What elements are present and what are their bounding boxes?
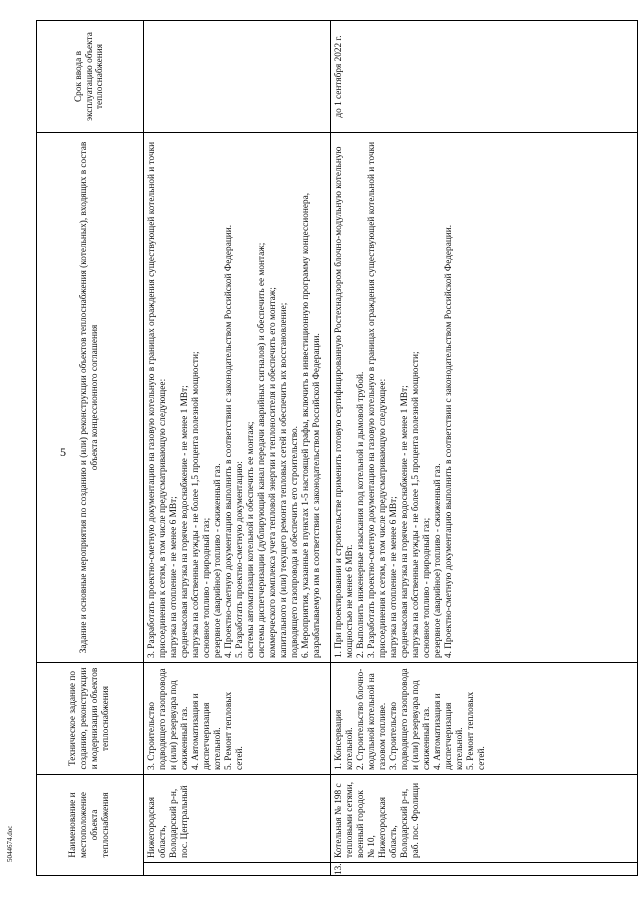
task-line: 1. При проектировании и строительстве применить готовую сертифицированную Ростехнадзором блочно-модульную котельную мощностью не менее 6 МВт. — [334, 146, 355, 658]
tech-line: 2. Строительство блочно-модульной котельной на газовом топливе. — [355, 668, 388, 770]
row-number: 13. — [331, 863, 638, 876]
concession-table — [36, 20, 638, 876]
task-line: системы диспетчеризации (дублирующий канал передачи аварийных сигналов) и обеспечить ее монтаж; — [256, 242, 267, 658]
table-row — [331, 21, 638, 876]
task-line: резервное (аварийное) топливо - сжиженный газ. — [432, 463, 443, 658]
task-line: нагрузка на собственные нужды - не более 1,5 процента полезной мощности; — [190, 351, 201, 658]
task-line: 2. Выполнить инженерные изыскания под котельной и дымовой трубой. — [355, 371, 366, 658]
task-line: 4. Проектно-сметную документацию выполнить в соответствии с законодательством Российской Федерации. — [223, 224, 234, 658]
row-number — [144, 863, 331, 876]
task-line: 6. Мероприятия, указанные в пунктах 1-5 настоящей графы, включить в инвестиционную программу концессионера, разрабатываемую им в соответствии с законодательством Российской Федерации. — [300, 192, 322, 658]
object-cell: Котельная № 198 с тепловыми сетями, военный городок № 10, Нижегородская область, Володарский р-н, раб. пос. Фролищи — [331, 775, 638, 863]
header-tech: Техническое задание по созданию, реконструкции и модернизации объектов теплоснабжения — [37, 663, 144, 775]
task-line: подводящего газопровода и обеспечить его строительство. — [289, 425, 300, 658]
task-line: среднечасовая нагрузка на горячее водоснабжение - не менее 1 МВт; — [179, 385, 190, 658]
table-row — [144, 21, 331, 876]
tech-line: 5. Ремонт тепловых сетей. — [223, 691, 245, 770]
task-line: системы автоматизации котельной и обеспечить ее монтаж; — [245, 421, 256, 658]
header-deadline: Срок ввода в эксплуатацию объекта теплоснабжения — [37, 21, 144, 133]
task-line: основное топливо - природный газ; — [201, 517, 212, 658]
task-line: 3. Разработать проектно-сметную документацию на газовую котельную в границах ограждения существующей котельной и точки присоединения к сетям, в том числе предусматривающую следующее: — [147, 141, 168, 658]
task-line: среднечасовая нагрузка на горячее водоснабжение - не менее 1 МВт; — [399, 385, 410, 658]
deadline-cell: до 1 сентября 2022 г. — [331, 21, 638, 133]
footer-filename: 5044674.doc — [6, 825, 14, 862]
task-line: нагрузка на отопление - не менее 6 МВт; — [388, 496, 399, 658]
tech-line: 5. Ремонт тепловых сетей. — [465, 691, 487, 770]
task-line: нагрузка на собственные нужды - не более 1,5 процента полезной мощности; — [410, 351, 421, 658]
task-line: резервное (аварийное) топливо - сжиженный газ. — [212, 463, 223, 658]
task-line: 5. Разработать проектно-сметную документацию: — [234, 461, 245, 658]
header-object: Наименование и местоположение объекта теплоснабжения — [37, 775, 144, 876]
deadline-cell — [144, 21, 331, 133]
task-line: нагрузка на отопление - не менее 6 МВт; — [168, 496, 179, 658]
tasks-cell — [144, 133, 331, 663]
table-header-row — [37, 21, 144, 876]
task-line: основное топливо - природный газ; — [421, 517, 432, 658]
task-line: 4. Проектно-сметную документацию выполнить в соответствии с законодательством Российской Федерации. — [443, 224, 454, 658]
table-container — [36, 21, 639, 876]
tech-line: 4. Автоматизация и диспетчеризация котельной. — [190, 693, 223, 770]
tech-cell — [331, 663, 638, 775]
task-line: капитального и (или) текущего ремонта тепловых сетей и обеспечить их восстановление; — [278, 302, 289, 658]
tech-cell — [144, 663, 331, 775]
task-line: 3. Разработать проектно-сметную документацию на газовую котельную в границах ограждения существующей котельной и точки присоединения к сетям, в том числе предусматривающую следующее: — [366, 141, 388, 658]
header-tasks: Задание и основные мероприятия по созданию и (или) реконструкции объектов теплоснабжения (котельных), входящих в состав объекта концессионного соглашения — [37, 133, 144, 663]
tech-line: 4. Автоматизация и диспетчеризация котельной. — [432, 693, 465, 770]
tech-line: 3. Строительство подводящего газопровода и (или) резервуара под сжиженный газ. — [147, 668, 190, 770]
task-line: коммерческого комплекса учета тепловой энергии и теплоносителя и обеспечить его монтаж; — [267, 287, 278, 658]
object-cell: Нижегородская область, Володарский р-н, пос. Центральный — [144, 775, 331, 863]
tech-line: 1. Консервация котельной. — [334, 709, 355, 770]
tasks-cell — [331, 133, 638, 663]
page-number: 5 — [60, 445, 66, 459]
tech-line: 3. Строительство подводящего газопровода и (или) резервуара под сжиженный газ. — [388, 668, 432, 770]
